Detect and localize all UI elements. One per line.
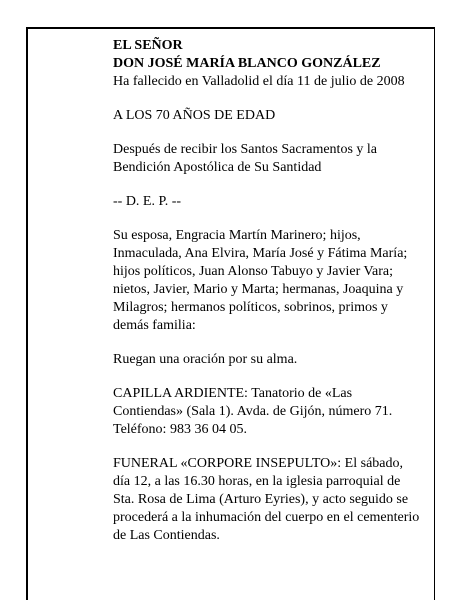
chapel-paragraph: CAPILLA ARDIENTE: Tanatorio de «Las Contiendas» (Sala 1). Avda. de Gijón, número 71. Teléfono: 983 36 04 05. — [113, 386, 393, 437]
title-line-1: EL SEÑOR — [113, 38, 183, 53]
death-info: Ha fallecido en Valladolid el día 11 de julio de 2008 — [113, 74, 405, 89]
sacraments-paragraph: Después de recibir los Santos Sacramentos y la Bendición Apostólica de Su Santidad — [113, 142, 377, 175]
frame-right-border — [434, 27, 435, 600]
frame-left-border — [26, 27, 28, 600]
deceased-name: DON JOSÉ MARÍA BLANCO GONZÁLEZ — [113, 56, 381, 71]
frame-top-border — [26, 27, 435, 29]
prayer-line: Ruegan una oración por su alma. — [113, 352, 298, 367]
obituary-text — [113, 37, 423, 545]
funeral-paragraph: FUNERAL «CORPORE INSEPULTO»: El sábado, día 12, a las 16.30 horas, en la iglesia parroquial de Sta. Rosa de Lima (Arturo Eyries), y acto seguido se procederá a la inhumación del cuerpo en el cementerio de Las Contiendas. — [113, 456, 420, 543]
rip-line: -- D. E. P. -- — [113, 194, 182, 209]
family-paragraph: Su esposa, Engracia Martín Marinero; hijos, Inmaculada, Ana Elvira, María José y Fátima María; hijos políticos, Juan Alonso Tabuyo y Javier Vara; nietos, Javier, Mario y Marta; hermanas, Joaquina y Milagros; hermanos políticos, sobrinos, primos y demás familia: — [113, 228, 408, 333]
age-line: A LOS 70 AÑOS DE EDAD — [113, 108, 276, 123]
